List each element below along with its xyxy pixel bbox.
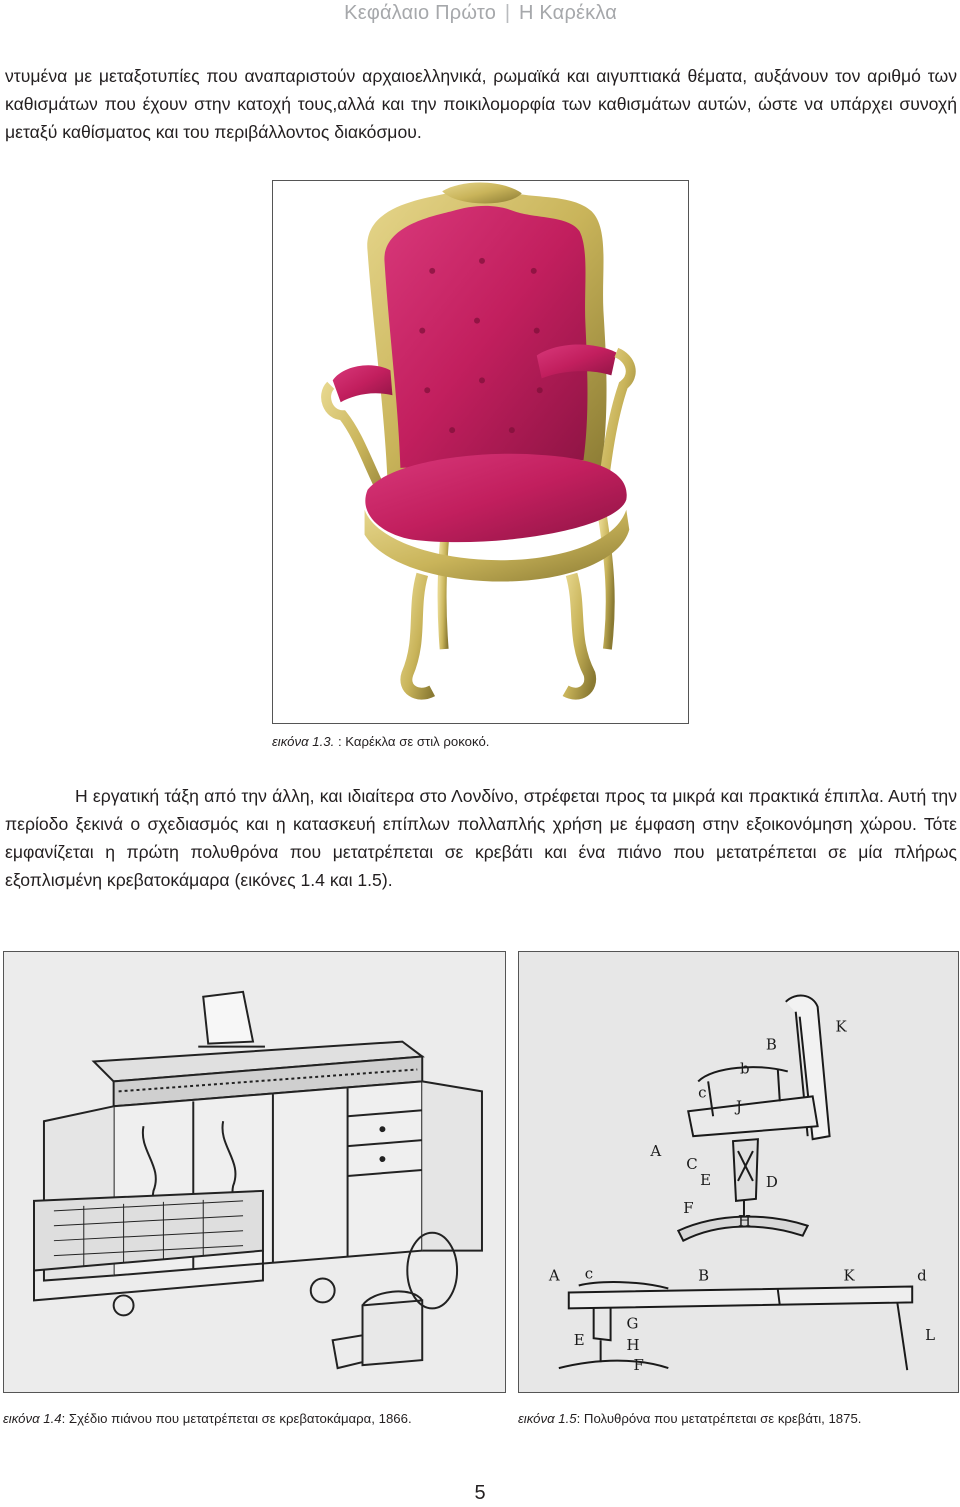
svg-text:K: K — [843, 1266, 855, 1285]
svg-text:B: B — [765, 1035, 777, 1054]
svg-text:K: K — [835, 1017, 847, 1036]
header-separator: | — [504, 2, 511, 24]
svg-text:E: E — [573, 1331, 585, 1350]
svg-text:H: H — [626, 1336, 640, 1355]
body-paragraph-1: ντυμένα με μεταξοτυπίες που αναπαριστούν αρχαιοελληνικά, ρωμαϊκά και αιγυπτιακά θέματα, αυξάνουν τον αριθμό των καθισμάτων που έχουν στην κατοχή τους,αλλά και την ποικιλομορφία των καθισμάτων αυτών, ώστε να υπάρχει συνοχή μεταξύ καθίσματος και του περιβάλλοντος διακόσμου. — [5, 66, 957, 142]
svg-text:H: H — [738, 1211, 752, 1230]
figure-1-5-caption — [518, 1411, 861, 1426]
figure-1-5-caption-text: : Πολυθρόνα που μετατρέπεται σε κρεβάτι, 1875. — [576, 1411, 862, 1426]
armchair-bed-patent-drawing — [518, 951, 959, 1393]
figure-1-3-label: εικόνα 1.3. — [272, 734, 335, 749]
svg-text:B: B — [698, 1266, 710, 1285]
svg-text:L: L — [925, 1326, 936, 1345]
figure-1-5-label: εικόνα 1.5 — [518, 1411, 577, 1426]
body-paragraph-2: Η εργατική τάξη από την άλλη, και ιδιαίτερα στο Λονδίνο, στρέφεται προς τα μικρά και πρακτικά έπιπλα. Αυτή την περίοδο ξεκινά ο σχεδιασμός και η κατασκευή επίπλων πολλαπλής χρήση με έμφαση στην εξοικονόμηση χώρου. Τότε εμφανίζεται η πρώτη πολυθρόνα που μετατρέπεται σε κρεβάτι και ένα πιάνο που μετατρέπεται σε μία πλήρως εξοπλισμένη κρεβατοκάμαρα (εικόνες 1.4 και 1.5). — [5, 786, 957, 890]
piano-bedroom-drawing — [3, 951, 506, 1393]
chapter-title: Κεφάλαιο Πρώτο — [344, 2, 497, 24]
svg-text:A: A — [548, 1266, 560, 1285]
svg-text:b: b — [739, 1059, 750, 1078]
running-header — [344, 2, 617, 25]
svg-text:J: J — [736, 1097, 742, 1116]
figure-1-4-caption — [3, 1411, 412, 1426]
svg-text:C: C — [686, 1155, 698, 1174]
svg-text:A: A — [650, 1142, 662, 1161]
svg-text:F: F — [683, 1198, 694, 1217]
svg-text:G: G — [626, 1314, 639, 1333]
svg-text:D: D — [765, 1172, 778, 1191]
chapter-subject: Η Καρέκλα — [518, 2, 617, 24]
figure-1-3-caption-text: : Καρέκλα σε στιλ ροκοκό. — [334, 734, 490, 749]
figure-1-4-caption-text: : Σχέδιο πιάνου που μετατρέπεται σε κρεβατοκάμαρα, 1866. — [61, 1411, 412, 1426]
svg-text:c: c — [584, 1264, 594, 1283]
figure-1-4-label: εικόνα 1.4 — [3, 1411, 62, 1426]
svg-text:d: d — [917, 1266, 927, 1285]
svg-text:c: c — [698, 1083, 707, 1102]
svg-text:E: E — [700, 1170, 712, 1189]
page-number: 5 — [474, 1482, 486, 1504]
svg-text:F: F — [633, 1356, 644, 1375]
figure-1-3-caption — [272, 734, 489, 749]
rococo-chair-photo — [272, 180, 689, 724]
